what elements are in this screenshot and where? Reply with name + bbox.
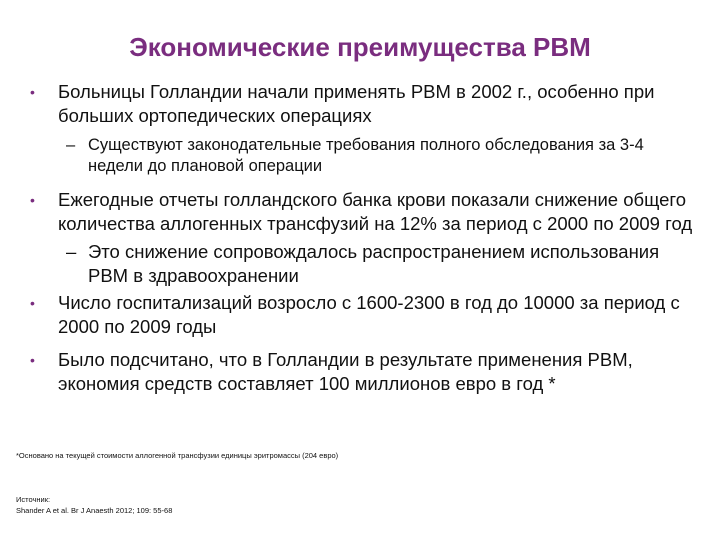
source-block [16,494,172,516]
bullet-marker: • [30,352,35,368]
bullet-text: Было подсчитано, что в Голландии в результате применения PBM, экономия средств составляет 100 миллионов евро в год * [58,349,633,394]
bullet-item [28,291,698,339]
bullet-text: Число госпитализаций возросло с 1600-2300 в год до 10000 за период с 2000 по 2009 годы [58,292,680,337]
sub-bullet-marker: – [66,136,76,154]
bullet-text: Больницы Голландии начали применять PBM в 2002 г., особенно при больших ортопедических операциях [58,81,655,126]
sub-bullet-text: Существуют законодательные требования полного обследования за 3-4 недели до плановой операции [88,136,644,175]
bullet-marker: • [30,84,35,100]
bullet-item [28,348,698,396]
slide-content [28,80,698,396]
slide-title: Экономические преимущества PBM [129,32,591,62]
bullet-item [28,188,698,236]
sub-bullet-item [28,135,698,177]
source-citation: Shander A et al. Br J Anaesth 2012; 109: 55-68 [16,506,173,515]
bullet-text: Ежегодные отчеты голландского банка крови показали снижение общего количества аллогенных трансфузий на 12% за период с 2000 по 2009 год [58,189,693,234]
source-label: Источник: [16,495,51,504]
sub-bullet-marker: – [66,241,77,262]
sub-bullet-item [28,240,698,288]
bullet-item [28,80,698,128]
bullet-marker: • [30,192,35,208]
bullet-marker: • [30,295,35,311]
sub-bullet-text: Это снижение сопровождалось распространением использования PBM в здравоохранении [88,241,660,286]
footnote: *Основано на текущей стоимости аллогенной трансфузии единицы эритромассы (204 евро) [16,451,339,460]
